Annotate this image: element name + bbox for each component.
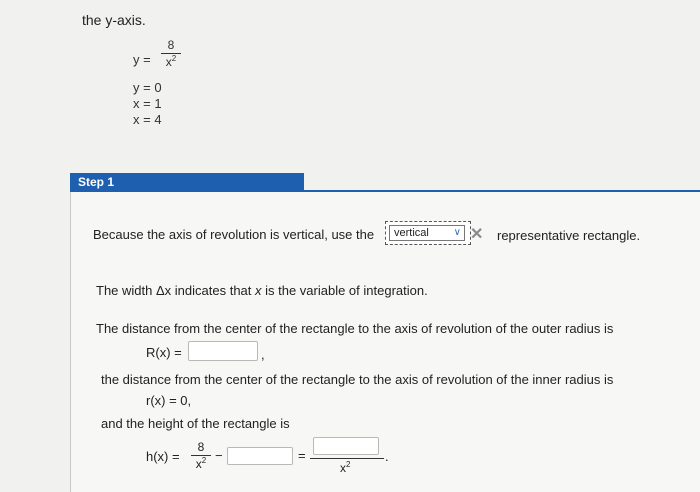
height-result-fraction-bar [310, 458, 384, 459]
intro-text: the y-axis. [82, 12, 146, 28]
select-value: vertical [394, 227, 429, 239]
height-end-period: . [385, 449, 389, 464]
height-denominator: $x^2$ [195, 456, 207, 471]
height-subtract-input[interactable] [227, 447, 293, 465]
minus-sign: − [215, 448, 223, 463]
height-numerator: 8 [197, 440, 205, 454]
height-fraction [191, 440, 211, 471]
width-sentence: The width Δx indicates that x is the variable of integration. [96, 283, 428, 298]
height-numerator-input[interactable] [313, 437, 379, 455]
sentence1-after: representative rectangle. [497, 228, 641, 243]
eq4: x = 4 [133, 112, 162, 127]
height-label: h(x) = [146, 449, 180, 464]
outer-radius-input[interactable] [188, 341, 258, 361]
outer-radius-comma: , [261, 347, 265, 362]
step-header: Step 1 [70, 173, 304, 192]
eq1-denominator: $x^2$ [165, 54, 177, 69]
chevron-down-icon: ∨ [453, 227, 461, 238]
rectangle-orientation-select[interactable] [389, 225, 465, 241]
eq2: y = 0 [133, 80, 162, 95]
eq1-numerator: 8 [167, 38, 175, 52]
inner-radius-text: the distance from the center of the rectangle to the axis of revolution of the inner radius is [101, 372, 614, 387]
height-result-denominator: $x^2$ [340, 460, 351, 475]
sentence1-before: Because the axis of revolution is vertical, use the [93, 227, 375, 242]
rectangle-orientation-dropdown-wrapper [385, 221, 471, 245]
eq1-fraction [161, 38, 181, 69]
eq3: x = 1 [133, 96, 162, 111]
x-mark-icon: ✕ [470, 226, 484, 243]
eq1-lhs: y = [133, 52, 151, 67]
outer-radius-label: R(x) = [146, 345, 182, 360]
equals-sign: = [298, 448, 306, 463]
height-text: and the height of the rectangle is [101, 416, 290, 431]
outer-radius-text: The distance from the center of the rectangle to the axis of revolution of the outer radius is [96, 321, 614, 336]
inner-radius-label: r(x) = 0, [146, 393, 192, 408]
